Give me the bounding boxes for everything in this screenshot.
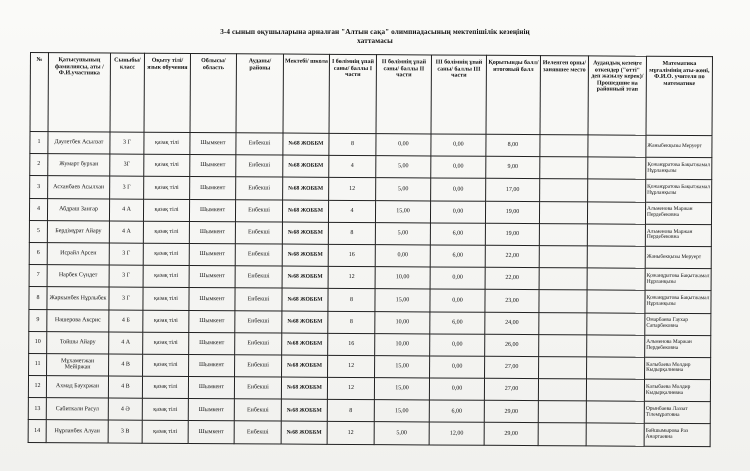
cell-name: Бердімұрат Айару bbox=[47, 220, 109, 243]
cell-part2: 10,00 bbox=[375, 267, 430, 290]
cell-region: Шымкент bbox=[189, 332, 235, 354]
cell-teacher: Орынбаева Лаззат Тілемұратовна bbox=[644, 402, 710, 425]
cell-part3: 0,00 bbox=[430, 356, 485, 379]
cell-passed bbox=[586, 401, 644, 424]
cell-region: Шымкент bbox=[189, 243, 235, 265]
cell-district: Енбекші bbox=[235, 199, 282, 221]
cell-district: Енбекші bbox=[234, 377, 281, 399]
cell-teacher: Альменова Маржан Пердебековна bbox=[645, 224, 711, 247]
cell-region: Шымкент bbox=[188, 377, 234, 399]
cell-part1: 8 bbox=[328, 311, 375, 333]
cell-passed bbox=[588, 135, 646, 158]
cell-class: 4 А bbox=[109, 221, 143, 243]
cell-teacher: Қожанұратова Бақытжамал Нұрланқызы bbox=[646, 180, 712, 203]
cell-teacher: Альменова Маржан Пердебековна bbox=[645, 202, 711, 225]
cell-part2: 10,00 bbox=[375, 311, 430, 334]
cell-place bbox=[540, 179, 588, 201]
table-body bbox=[28, 132, 712, 447]
cell-part3: 0,00 bbox=[430, 289, 485, 312]
cell-district: Енбекші bbox=[236, 155, 283, 177]
cell-part3: 12,00 bbox=[429, 422, 484, 445]
cell-class: 4 Б bbox=[109, 309, 143, 331]
cell-part1: 8 bbox=[327, 400, 374, 422]
cell-region: Шымкент bbox=[188, 399, 234, 421]
cell-school: №68 ЖОББМ bbox=[282, 288, 328, 310]
cell-school: №68 ЖОББМ bbox=[282, 355, 328, 377]
cell-passed bbox=[586, 379, 644, 402]
cell-district: Енбекші bbox=[235, 244, 282, 266]
cell-school: №68 ЖОББМ bbox=[283, 177, 329, 199]
cell-name: Жумарт бурхан bbox=[48, 154, 110, 177]
cell-number: 10 bbox=[29, 331, 47, 353]
cell-place bbox=[539, 268, 587, 290]
cell-passed bbox=[587, 312, 645, 335]
cell-part2: 15,00 bbox=[374, 400, 429, 423]
cell-class: 3Г bbox=[110, 154, 144, 176]
cell-school: №68 ЖОББМ bbox=[282, 222, 328, 244]
cell-region: Шымкент bbox=[189, 310, 235, 332]
cell-part2: 15,00 bbox=[375, 289, 430, 312]
header-number: № bbox=[30, 53, 48, 132]
cell-teacher: Жаныбекқызы Меруерт bbox=[645, 246, 711, 269]
header-passed: Аудандық кезеңге өткендер ("өтті" деп жазылу керек)/ Прошедшие на районный этап bbox=[588, 56, 646, 135]
cell-part3: 6,00 bbox=[430, 311, 485, 334]
cell-language: қазақ тілі bbox=[144, 132, 190, 154]
cell-teacher: Калыбаева Молдир Кыдырқалиевна bbox=[644, 379, 710, 402]
cell-part2: 5,00 bbox=[376, 178, 431, 201]
title-line-2: хаттамасы bbox=[357, 37, 393, 45]
cell-part3: 0,00 bbox=[431, 178, 486, 201]
cell-school: №68 ЖОББМ bbox=[281, 399, 327, 421]
cell-district: Енбекші bbox=[235, 355, 282, 377]
header-place: Иеленген орны/ занявшее место bbox=[540, 56, 588, 135]
cell-passed bbox=[587, 224, 645, 247]
cell-number: 9 bbox=[29, 309, 47, 331]
cell-part2: 0,00 bbox=[376, 134, 431, 157]
cell-language: қазақ тілі bbox=[143, 354, 189, 376]
document-title bbox=[150, 28, 600, 46]
cell-class: 3 Г bbox=[109, 265, 143, 287]
cell-number: 3 bbox=[30, 176, 48, 198]
cell-place bbox=[539, 246, 587, 268]
cell-part3: 0,00 bbox=[429, 378, 484, 401]
cell-school: №68 ЖОББМ bbox=[283, 155, 329, 177]
header-total: Қорытынды балл/ итоговый балл bbox=[486, 55, 540, 134]
header-class: Сыныбы/класс bbox=[110, 53, 144, 132]
cell-class: 4 А bbox=[109, 199, 143, 221]
cell-district: Енбекші bbox=[235, 288, 282, 310]
cell-part1: 12 bbox=[327, 422, 374, 444]
cell-part2: 15,00 bbox=[375, 200, 430, 223]
cell-region: Шымкент bbox=[189, 199, 235, 221]
cell-number: 14 bbox=[28, 420, 46, 442]
cell-teacher: Байшымырова Раз Анартаевна bbox=[644, 424, 710, 447]
cell-teacher: Қожанұратова Бақытжамал Нұрланқызы bbox=[645, 268, 711, 291]
cell-total: 17,00 bbox=[486, 179, 540, 202]
cell-passed bbox=[586, 423, 644, 446]
cell-school: №68 ЖОББМ bbox=[282, 244, 328, 266]
cell-place bbox=[538, 423, 586, 445]
cell-name: Абдраш Зангар bbox=[47, 198, 109, 221]
cell-place bbox=[538, 379, 586, 401]
header-language: Оқыту тілі/язык обучения bbox=[144, 53, 190, 132]
cell-number: 4 bbox=[29, 198, 47, 220]
header-district: Ауданы/ районы bbox=[236, 54, 283, 133]
cell-region: Шымкент bbox=[190, 155, 236, 177]
cell-number: 6 bbox=[29, 242, 47, 264]
cell-part1: 4 bbox=[328, 200, 375, 222]
cell-language: қазақ тілі bbox=[143, 243, 189, 265]
cell-school: №68 ЖОББМ bbox=[282, 311, 328, 333]
cell-part3: 0,00 bbox=[431, 134, 486, 157]
cell-district: Енбекші bbox=[235, 332, 282, 354]
cell-region: Шымкент bbox=[188, 421, 234, 443]
cell-class: 3 Г bbox=[110, 176, 144, 198]
cell-language: қазақ тілі bbox=[143, 199, 189, 221]
cell-part1: 16 bbox=[328, 333, 375, 355]
cell-class: 4 В bbox=[108, 376, 142, 398]
cell-total: 19,00 bbox=[485, 201, 539, 224]
cell-total: 8,00 bbox=[486, 134, 540, 157]
header-school: Мектебі/ школа bbox=[283, 54, 329, 133]
results-table bbox=[28, 52, 713, 447]
cell-name: Асханбаев Асылхан bbox=[48, 176, 110, 199]
cell-place bbox=[539, 201, 587, 223]
cell-school: №68 ЖОББМ bbox=[283, 133, 329, 155]
cell-part1: 8 bbox=[328, 289, 375, 311]
cell-part2: 0,00 bbox=[375, 245, 430, 268]
cell-district: Енбекші bbox=[234, 399, 281, 421]
cell-name: Тойшы Айару bbox=[47, 331, 109, 354]
cell-school: №68 ЖОББМ bbox=[281, 421, 327, 443]
cell-class: 3 В bbox=[108, 420, 142, 442]
cell-district: Енбекші bbox=[235, 222, 282, 244]
cell-part1: 8 bbox=[328, 222, 375, 244]
cell-place bbox=[539, 223, 587, 245]
cell-school: №68 ЖОББМ bbox=[282, 333, 328, 355]
cell-total: 22,00 bbox=[485, 267, 539, 290]
header-name: Қатысушының фамилиясы, аты /Ф.И.участника bbox=[48, 53, 110, 132]
cell-place bbox=[539, 290, 587, 312]
cell-school: №68 ЖОББМ bbox=[282, 266, 328, 288]
title-line-1: 3-4 сынып оқушыларына арналған "Алтын сақа" олимпиадасының мектепішілік кезеңінің bbox=[220, 28, 530, 36]
cell-district: Енбекші bbox=[236, 133, 283, 155]
cell-part2: 15,00 bbox=[375, 355, 430, 378]
cell-name: Нұрланбек Алуан bbox=[46, 420, 108, 443]
cell-part1: 4 bbox=[329, 156, 376, 178]
cell-place bbox=[540, 135, 588, 157]
cell-passed bbox=[587, 268, 645, 291]
cell-part2: 5,00 bbox=[376, 156, 431, 179]
cell-region: Шымкент bbox=[189, 288, 235, 310]
cell-teacher: Жаныбекқызы Меруерт bbox=[646, 135, 712, 158]
cell-part1: 12 bbox=[328, 266, 375, 288]
cell-teacher: Қожанұратова Бақытжамал Нұрланқызы bbox=[646, 157, 712, 180]
cell-passed bbox=[588, 157, 646, 180]
cell-class: 3 Г bbox=[109, 243, 143, 265]
cell-class: 4 А bbox=[109, 332, 143, 354]
cell-part1: 16 bbox=[328, 244, 375, 266]
cell-place bbox=[538, 401, 586, 423]
cell-school: №68 ЖОББМ bbox=[281, 377, 327, 399]
cell-region: Шымкент bbox=[190, 177, 236, 199]
cell-teacher: Альменова Маржан Пердебековна bbox=[645, 335, 711, 358]
cell-region: Шымкент bbox=[189, 266, 235, 288]
cell-part3: 0,00 bbox=[431, 156, 486, 179]
cell-language: қазақ тілі bbox=[142, 398, 188, 420]
cell-passed bbox=[587, 335, 645, 358]
cell-region: Шымкент bbox=[189, 354, 235, 376]
cell-class: 3 Г bbox=[110, 132, 144, 154]
cell-total: 19,00 bbox=[485, 223, 539, 246]
cell-part3: 0,00 bbox=[430, 201, 485, 224]
header-part2: II бөлімнің ұпай саны/ баллы II части bbox=[376, 55, 431, 134]
cell-class: 4 В bbox=[109, 354, 143, 376]
cell-number: 7 bbox=[29, 265, 47, 287]
cell-part2: 5,00 bbox=[375, 222, 430, 245]
cell-passed bbox=[587, 246, 645, 269]
cell-language: қазақ тілі bbox=[143, 221, 189, 243]
cell-total: 27,00 bbox=[484, 378, 538, 401]
cell-language: қазақ тілі bbox=[142, 376, 188, 398]
cell-language: қазақ тілі bbox=[143, 265, 189, 287]
cell-total: 23,00 bbox=[485, 290, 539, 313]
cell-name: Нашерова Аксрис bbox=[47, 309, 109, 332]
cell-name: Исрайл Арсен bbox=[47, 243, 109, 266]
cell-teacher: Омарбаева Гаухар Сапарбековна bbox=[645, 313, 711, 336]
cell-total: 29,00 bbox=[484, 401, 538, 424]
cell-total: 27,00 bbox=[485, 356, 539, 379]
cell-region: Шымкент bbox=[190, 132, 236, 154]
cell-total: 26,00 bbox=[485, 334, 539, 357]
cell-total: 24,00 bbox=[485, 312, 539, 335]
cell-language: қазақ тілі bbox=[144, 177, 190, 199]
header-part3: III бөлімнің ұпай саны/ баллы III части bbox=[431, 55, 486, 134]
cell-language: қазақ тілі bbox=[143, 288, 189, 310]
table-row bbox=[28, 420, 710, 446]
cell-part1: 12 bbox=[328, 355, 375, 377]
header-teacher: Математика мұғалімінің аты-жөні, Ф.И.О. учителя по математике bbox=[646, 56, 712, 135]
cell-number: 12 bbox=[28, 376, 46, 398]
cell-number: 8 bbox=[29, 287, 47, 309]
cell-part1: 12 bbox=[327, 377, 374, 399]
cell-school: №68 ЖОББМ bbox=[282, 200, 328, 222]
cell-total: 29,00 bbox=[484, 423, 538, 446]
cell-teacher: Қожанұратова Бақытжамал Нұрланқызы bbox=[645, 291, 711, 314]
header-region: Облысы/ область bbox=[190, 53, 236, 132]
cell-language: қазақ тілі bbox=[143, 332, 189, 354]
cell-passed bbox=[588, 179, 646, 202]
header-part1: I бөлімнің ұпай саны/ баллы I части bbox=[329, 54, 376, 133]
cell-part1: 12 bbox=[329, 178, 376, 200]
cell-part2: 15,00 bbox=[374, 378, 429, 401]
cell-part3: 0,00 bbox=[430, 334, 485, 357]
cell-name: Ахмад Баухржан bbox=[46, 376, 108, 399]
cell-language: қазақ тілі bbox=[142, 421, 188, 443]
cell-part3: 6,00 bbox=[430, 245, 485, 268]
cell-district: Енбекші bbox=[236, 177, 283, 199]
cell-language: қазақ тілі bbox=[144, 154, 190, 176]
cell-place bbox=[539, 312, 587, 334]
cell-passed bbox=[587, 357, 645, 380]
cell-number: 11 bbox=[29, 353, 47, 375]
cell-teacher: Калыбаева Молдир Кыдырқалиевна bbox=[645, 357, 711, 380]
cell-name: Жаркынбек Нұрлыбек bbox=[47, 287, 109, 310]
cell-name: Мұхаметжан Мейіржан bbox=[47, 353, 109, 376]
cell-class: 3 Г bbox=[109, 287, 143, 309]
cell-district: Енбекші bbox=[235, 310, 282, 332]
cell-total: 22,00 bbox=[485, 245, 539, 268]
cell-passed bbox=[587, 290, 645, 313]
cell-number: 2 bbox=[30, 154, 48, 176]
cell-name: Нарбек Сүндет bbox=[47, 265, 109, 288]
cell-name: Даулетбек Асылзат bbox=[48, 132, 110, 155]
cell-total: 9,00 bbox=[486, 156, 540, 179]
cell-class: 4 Ә bbox=[108, 398, 142, 420]
cell-district: Енбекші bbox=[234, 421, 281, 443]
cell-place bbox=[539, 334, 587, 356]
cell-part3: 6,00 bbox=[430, 223, 485, 246]
cell-place bbox=[540, 157, 588, 179]
cell-number: 13 bbox=[28, 398, 46, 420]
cell-number: 5 bbox=[29, 220, 47, 242]
cell-district: Енбекші bbox=[235, 266, 282, 288]
cell-part1: 8 bbox=[329, 133, 376, 155]
cell-passed bbox=[587, 201, 645, 224]
cell-name: Сабиткали Расул bbox=[46, 398, 108, 421]
table-header-row bbox=[30, 53, 712, 136]
cell-part2: 5,00 bbox=[374, 422, 429, 445]
cell-region: Шымкент bbox=[189, 221, 235, 243]
cell-part3: 0,00 bbox=[430, 267, 485, 290]
cell-language: қазақ тілі bbox=[143, 310, 189, 332]
cell-part3: 6,00 bbox=[429, 400, 484, 423]
cell-part2: 10,00 bbox=[375, 333, 430, 356]
cell-place bbox=[539, 356, 587, 378]
cell-number: 1 bbox=[30, 132, 48, 154]
